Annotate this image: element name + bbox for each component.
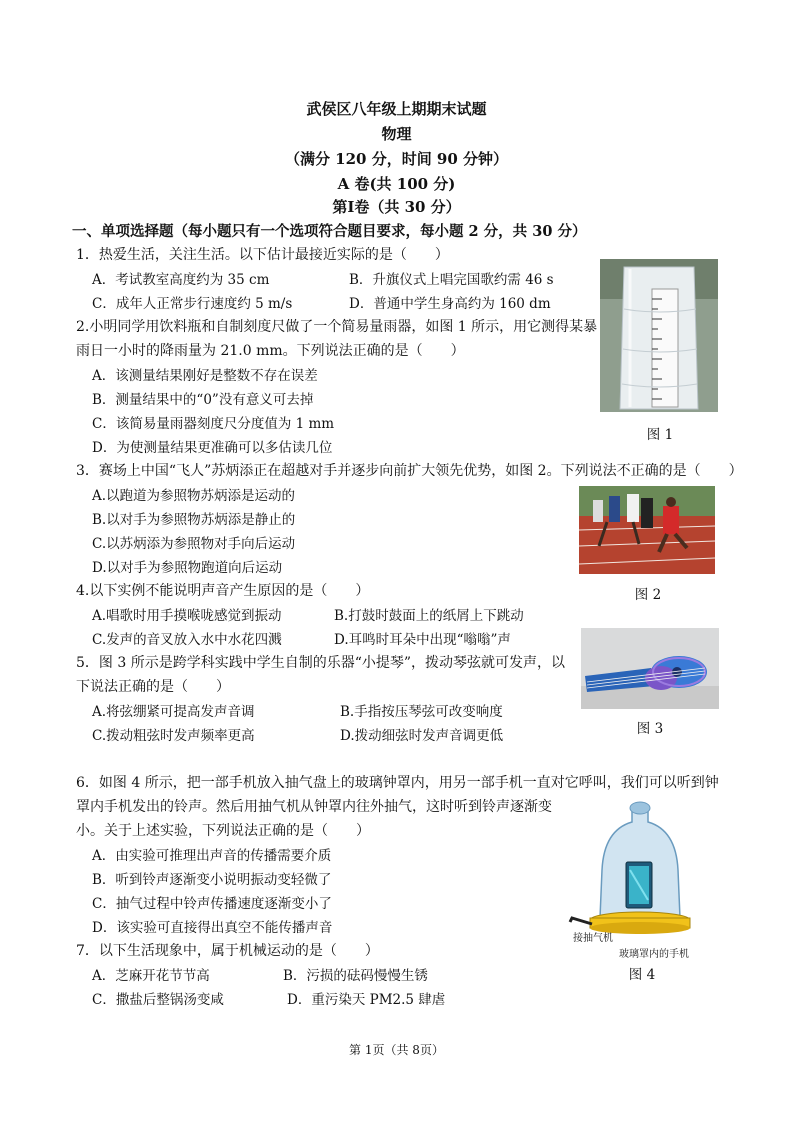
q2-stem-line1: 2.小明同学用饮料瓶和自制刻度尺做了一个简易量雨器，如图 1 所示，用它测得某暴 [76,319,598,335]
q6-stem-line2: 罩内手机发出的铃声。然后用抽气机从钟罩内往外抽气，这时听到铃声逐渐变 [76,799,552,815]
exam-volume: A 卷(共 100 分) [337,175,456,193]
figure-3-caption: 图 3 [636,721,664,737]
q2-option-b: B．测量结果中的“0”没有意义可去掉 [92,392,314,408]
figure-1-rain-gauge [600,259,718,412]
q7-option-b: B．污损的砝码慢慢生锈 [283,968,428,984]
figure-4-label-phone: 玻璃罩内的手机 [619,949,689,960]
q2-option-a: A．该测量结果刚好是整数不存在误差 [92,368,318,384]
q5-stem-line2: 下说法正确的是（ ） [76,679,230,695]
figure-1-caption: 图 1 [646,427,674,443]
q2-option-d: D．为使测量结果更准确可以多估读几位 [92,440,333,456]
q2-option-c: C．该简易量雨器刻度尺分度值为 1 mm [92,416,335,432]
figure-4-label-pump: 接抽气机 [573,933,613,944]
q4-option-d: D.耳鸣时耳朵中出现“嗡嗡”声 [334,632,511,648]
q5-stem-line1: 5．图 3 所示是跨学科实践中学生自制的乐器“小提琴”，拨动琴弦就可发声，以 [76,655,566,671]
q5-option-b: B.手指按压琴弦可改变响度 [340,704,503,720]
q4-option-b: B.打鼓时鼓面上的纸屑上下跳动 [334,608,524,624]
q1-option-b: B．升旗仪式上唱完国歌约需 46 s [349,272,554,288]
q3-option-c: C.以苏炳添为参照物对手向后运动 [92,536,296,552]
q1-option-a: A．考试教室高度约为 35 cm [92,272,270,288]
page-footer: 第 1页（共 8页） [349,1043,444,1057]
q6-option-b: B．听到铃声逐渐变小说明振动变轻微了 [92,872,332,888]
figure-3-violin [581,628,719,709]
q7-option-d: D．重污染天 PM2.5 肆虐 [287,992,446,1008]
exam-title: 武侯区八年级上期期末试题 [306,100,487,118]
figure-2-caption: 图 2 [634,587,662,603]
q3-option-a: A.以跑道为参照物苏炳添是运动的 [92,488,296,504]
q4-stem: 4.以下实例不能说明声音产生原因的是（ ） [76,583,370,599]
figure-2-sprinters [579,486,715,574]
q5-option-d: D.拨动细弦时发声音调更低 [340,728,504,744]
q1-option-c: C．成年人正常步行速度约 5 m/s [92,296,293,312]
q6-stem-line1: 6．如图 4 所示，把一部手机放入抽气盘上的玻璃钟罩内，用另一部手机一直对它呼叫，我们可以听到钟 [76,775,719,791]
q3-stem: 3．赛场上中国“飞人”苏炳添正在超越对手并逐步向前扩大领先优势，如图 2。下列说法不正确的是（ ） [76,463,743,479]
q7-option-a: A．芝麻开花节节高 [92,968,210,984]
q6-stem-line3: 小。关于上述实验，下列说法正确的是（ ） [76,823,370,839]
q5-option-a: A.将弦绷紧可提高发声音调 [92,704,255,720]
figure-4-bell-jar [568,800,718,940]
q2-stem-line2: 雨日一小时的降雨量为 21.0 mm。下列说法正确的是（ ） [76,343,465,359]
q1-stem: 1．热爱生活，关注生活。以下估计最接近实际的是（ ） [76,247,449,263]
exam-info: （满分 120 分，时间 90 分钟） [284,150,509,168]
q6-option-a: A．由实验可推理出声音的传播需要介质 [92,848,332,864]
q7-stem: 7．以下生活现象中，属于机械运动的是（ ） [76,943,379,959]
q4-option-a: A.唱歌时用手摸喉咙感觉到振动 [92,608,282,624]
q6-option-c: C．抽气过程中铃声传播速度逐渐变小了 [92,896,332,912]
q1-option-d: D．普通中学生身高约为 160 dm [349,296,551,312]
q7-option-c: C．撒盐后整锅汤变咸 [92,992,224,1008]
q4-option-c: C.发声的音叉放入水中水花四溅 [92,632,282,648]
exam-part: 第Ⅰ卷（共 30 分） [332,198,461,216]
q6-option-d: D．该实验可直接得出真空不能传播声音 [92,920,333,936]
q3-option-b: B.以对手为参照物苏炳添是静止的 [92,512,296,528]
figure-4-caption: 图 4 [628,967,656,983]
q3-option-d: D.以对手为参照物跑道向后运动 [92,560,283,576]
exam-subject: 物理 [381,125,412,143]
section-heading: 一、单项选择题（每小题只有一个选项符合题目要求，每小题 2 分，共 30 分） [72,223,587,240]
q5-option-c: C.拨动粗弦时发声频率更高 [92,728,255,744]
